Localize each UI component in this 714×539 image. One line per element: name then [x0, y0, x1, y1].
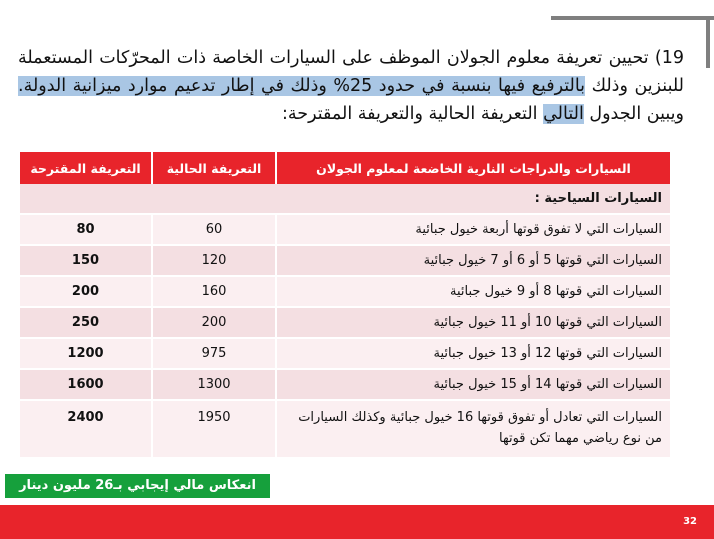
row-current-tariff: 60	[151, 215, 275, 246]
heading-highlight-2: التالي	[543, 104, 584, 124]
table-header-row	[20, 152, 670, 184]
row-proposed-tariff: 80	[20, 215, 151, 246]
table-row	[20, 370, 670, 401]
section-label: السيارات السياحية :	[20, 184, 670, 215]
tariff-table	[20, 152, 670, 459]
footer-bar	[0, 505, 714, 539]
row-current-tariff: 975	[151, 339, 275, 370]
row-current-tariff: 120	[151, 246, 275, 277]
heading-part-1: 19) تحيين تعريفة معلوم الجولان الموظف على السيارات الخاصة ذات المحرّكات المستعملة للبنزين وذلك	[18, 48, 684, 96]
table-row	[20, 401, 670, 459]
row-proposed-tariff: 200	[20, 277, 151, 308]
row-current-tariff: 1950	[151, 401, 275, 459]
header-category: السيارات والدراجات النارية الخاضعة لمعلوم الجولان	[275, 152, 670, 184]
row-proposed-tariff: 150	[20, 246, 151, 277]
row-current-tariff: 200	[151, 308, 275, 339]
row-proposed-tariff: 1200	[20, 339, 151, 370]
table-row	[20, 215, 670, 246]
heading-part-5: التعريفة الحالية والتعريفة المقترحة:	[282, 104, 544, 124]
section-row	[20, 184, 670, 215]
row-description: السيارات التي تعادل أو تفوق قوتها 16 خيول جبائية وكذلك السيارات من نوع رياضي مهما تكن قوتها	[275, 401, 670, 459]
header-current-tariff: التعريفة الحالية	[151, 152, 275, 184]
row-current-tariff: 160	[151, 277, 275, 308]
heading-part-3: ويبين الجدول	[583, 104, 684, 124]
row-current-tariff: 1300	[151, 370, 275, 401]
page-number: 32	[683, 516, 697, 527]
financial-impact-badge: انعكاس مالي إيجابي بـ26 مليون دينار	[5, 474, 270, 498]
page-heading	[18, 44, 684, 128]
decorative-corner-line	[551, 16, 714, 20]
row-description: السيارات التي قوتها 14 أو 15 خيول جبائية	[275, 370, 670, 401]
table-row	[20, 308, 670, 339]
row-description: السيارات التي قوتها 10 أو 11 خيول جبائية	[275, 308, 670, 339]
table-row	[20, 339, 670, 370]
row-description: السيارات التي قوتها 12 أو 13 خيول جبائية	[275, 339, 670, 370]
row-proposed-tariff: 1600	[20, 370, 151, 401]
header-proposed-tariff: التعريفة المقترحة	[20, 152, 151, 184]
row-description: السيارات التي قوتها 5 أو 6 أو 7 خيول جبائية	[275, 246, 670, 277]
row-proposed-tariff: 250	[20, 308, 151, 339]
row-proposed-tariff: 2400	[20, 401, 151, 459]
row-description: السيارات التي قوتها 8 أو 9 خيول جبائية	[275, 277, 670, 308]
table-row	[20, 277, 670, 308]
table-row	[20, 246, 670, 277]
row-description: السيارات التي لا تفوق قوتها أربعة خيول جبائية	[275, 215, 670, 246]
heading-highlight: بالترفيع فيها بنسبة في حدود 25% وذلك في إطار تدعيم موارد ميزانية الدولة.	[18, 76, 586, 96]
decorative-corner-line-vertical	[706, 16, 710, 68]
